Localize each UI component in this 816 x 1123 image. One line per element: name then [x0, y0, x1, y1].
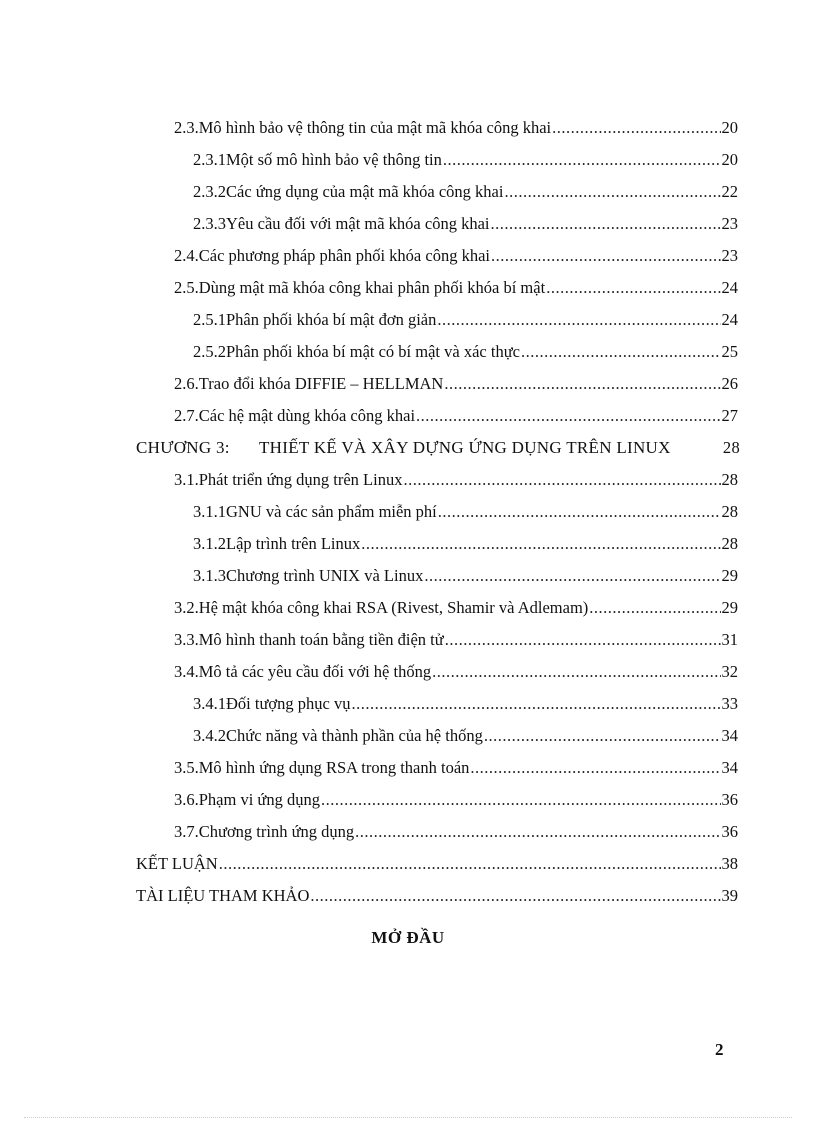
toc-leader-dots	[491, 246, 721, 266]
toc-leader-dots	[484, 726, 721, 746]
toc-entry	[193, 146, 738, 170]
toc-leader-dots	[504, 182, 720, 202]
toc-entry-page: 26	[721, 374, 738, 393]
toc-top-entry	[136, 850, 738, 874]
toc-top-entry	[136, 882, 738, 906]
toc-entry-page: 20	[721, 118, 738, 137]
toc-entry-page: 36	[721, 790, 738, 809]
toc-leader-dots	[589, 598, 720, 618]
toc-entry-title: Yêu cầu đối với mật mã khóa công khai	[226, 214, 490, 233]
toc-entry-page: 32	[721, 662, 738, 681]
toc-entry-number: 2.3.3	[193, 214, 226, 233]
toc-entry	[174, 114, 738, 138]
toc-leader-dots	[361, 534, 720, 554]
toc-leader-dots	[416, 406, 720, 426]
toc-entry	[193, 530, 738, 554]
toc-entry-number: 3.5.	[174, 758, 199, 777]
toc-entry	[174, 658, 738, 682]
toc-leader-dots	[219, 854, 721, 874]
toc-entry	[193, 306, 738, 330]
toc-entry-number: 2.6.	[174, 374, 199, 393]
toc-leader-dots	[321, 790, 721, 810]
toc-entry-title: Một số mô hình bảo vệ thông tin	[226, 150, 442, 169]
toc-entry-title: Lập trình trên Linux	[226, 534, 361, 553]
toc-entry-number: 2.4.	[174, 246, 199, 265]
toc-leader-dots	[444, 374, 720, 394]
toc-entry-page: 24	[721, 278, 738, 297]
toc-leader-dots	[432, 662, 720, 682]
toc-top-title: KẾT LUẬN	[136, 854, 218, 873]
toc-entry-number: 3.4.	[174, 662, 199, 681]
toc-entry-title: Hệ mật khóa công khai RSA (Rivest, Shamir và Adlemam)	[198, 598, 589, 617]
toc-entry-title: Mô hình ứng dụng RSA trong thanh toán	[198, 758, 470, 777]
toc-leader-dots	[546, 278, 720, 298]
toc-chapter-page: 28	[722, 438, 740, 457]
toc-entry-number: 3.1.3	[193, 566, 226, 585]
toc-entry	[193, 722, 738, 746]
toc-entry	[174, 274, 738, 298]
toc-entry-page: 27	[721, 406, 738, 425]
toc-entry	[174, 466, 738, 490]
toc-entry	[174, 754, 738, 778]
toc-entry-number: 2.5.1	[193, 310, 226, 329]
toc-chapter-entry	[136, 434, 740, 458]
toc-entry-page: 22	[721, 182, 738, 201]
toc-entry-number: 3.2.	[174, 598, 199, 617]
page-bottom-rule	[24, 1117, 792, 1118]
toc-entry-page: 25	[721, 342, 738, 361]
toc-entry-title: Đối tượng phục vụ	[226, 694, 351, 713]
toc-entry-page: 24	[721, 310, 738, 329]
toc-entry	[174, 370, 738, 394]
toc-entry-title: Các ứng dụng của mật mã khóa công khai	[226, 182, 504, 201]
toc-entry-number: 3.1.	[174, 470, 199, 489]
toc-leader-dots	[351, 694, 720, 714]
toc-entry-page: 39	[721, 886, 738, 905]
toc-leader-dots	[310, 886, 720, 906]
toc-leader-dots	[355, 822, 720, 842]
toc-entry-title: Phạm vi ứng dụng	[198, 790, 320, 809]
toc-entry	[174, 786, 738, 810]
toc-entry-title: GNU và các sản phẩm miễn phí	[226, 502, 437, 521]
toc-entry-title: Chức năng và thành phần của hệ thống	[226, 726, 483, 745]
toc-entry	[174, 818, 738, 842]
toc-entry-title: Các phương pháp phân phối khóa công khai	[198, 246, 490, 265]
toc-entry-page: 34	[721, 726, 738, 745]
toc-leader-dots	[521, 342, 721, 362]
toc-entry-page: 28	[721, 534, 738, 553]
toc-leader-dots	[470, 758, 720, 778]
toc-chapter-title: THIẾT KẾ VÀ XÂY DỰNG ỨNG DỤNG TRÊN LINUX	[259, 438, 671, 457]
toc-entry-number: 3.1.1	[193, 502, 226, 521]
toc-entry-page: 28	[721, 470, 738, 489]
toc-entry-title: Các hệ mật dùng khóa công khai	[198, 406, 416, 425]
toc-entry-number: 3.1.2	[193, 534, 226, 553]
toc-entry-number: 3.6.	[174, 790, 199, 809]
toc-entry-title: Chương trình ứng dụng	[198, 822, 355, 841]
page-number: 2	[715, 1040, 724, 1059]
toc-entry-title: Mô tả các yêu cầu đối với hệ thống	[198, 662, 432, 681]
toc-entry-number: 2.3.1	[193, 150, 226, 169]
toc-entry	[174, 594, 738, 618]
toc-entry	[174, 626, 738, 650]
toc-entry	[193, 498, 738, 522]
toc-entry-title: Phân phối khóa bí mật có bí mật và xác thực	[226, 342, 520, 361]
toc-entry-number: 2.5.2	[193, 342, 226, 361]
toc-entry-page: 38	[721, 854, 738, 873]
toc-entry	[193, 562, 738, 586]
toc-entry	[174, 242, 738, 266]
toc-entry	[193, 178, 738, 202]
toc-entry	[193, 338, 738, 362]
toc-entry-title: Phát triển ứng dụng trên Linux	[198, 470, 403, 489]
toc-entry-page: 34	[721, 758, 738, 777]
toc-entry-title: Mô hình bảo vệ thông tin của mật mã khóa công khai	[198, 118, 552, 137]
toc-entry-title: Dùng mật mã khóa công khai phân phối khóa bí mật	[198, 278, 546, 297]
toc-entry-number: 2.3.2	[193, 182, 226, 201]
toc-entry-title: Phân phối khóa bí mật đơn giản	[226, 310, 437, 329]
toc-entry-page: 36	[721, 822, 738, 841]
toc-entry-number: 3.3.	[174, 630, 199, 649]
toc-entry-number: 2.7.	[174, 406, 199, 425]
toc-entry-number: 3.4.1	[193, 694, 226, 713]
toc-entry-page: 23	[721, 214, 738, 233]
toc-entry-page: 31	[721, 630, 738, 649]
toc-entry-page: 29	[721, 566, 738, 585]
toc-leader-dots	[438, 502, 721, 522]
toc-entry-title: Mô hình thanh toán bằng tiền điện tử	[198, 630, 444, 649]
toc-entry-title: Trao đổi khóa DIFFIE – HELLMAN	[198, 374, 444, 393]
toc-entry-number: 3.4.2	[193, 726, 226, 745]
toc-leader-dots	[445, 630, 721, 650]
toc-leader-dots	[403, 470, 720, 490]
toc-entry-page: 29	[721, 598, 738, 617]
toc-chapter-number: CHƯƠNG 3:	[136, 438, 230, 457]
toc-entry-number: 2.3.	[174, 118, 199, 137]
toc-entry-title: Chương trình UNIX và Linux	[226, 566, 424, 585]
toc-top-title: TÀI LIỆU THAM KHẢO	[136, 886, 310, 905]
toc-entry-number: 2.5.	[174, 278, 199, 297]
toc-leader-dots	[490, 214, 720, 234]
toc-entry-page: 23	[721, 246, 738, 265]
toc-entry-number: 3.7.	[174, 822, 199, 841]
toc-leader-dots	[552, 118, 720, 138]
toc-entry-page: 33	[721, 694, 738, 713]
toc-entry-page: 20	[721, 150, 738, 169]
toc-leader-dots	[437, 310, 720, 330]
toc-entry-page: 28	[721, 502, 738, 521]
toc-entry	[193, 690, 738, 714]
toc-leader-dots	[424, 566, 720, 586]
toc-entry	[174, 402, 738, 426]
section-heading: MỞ ĐẦU	[371, 928, 445, 947]
toc-entry	[193, 210, 738, 234]
toc-leader-dots	[443, 150, 721, 170]
